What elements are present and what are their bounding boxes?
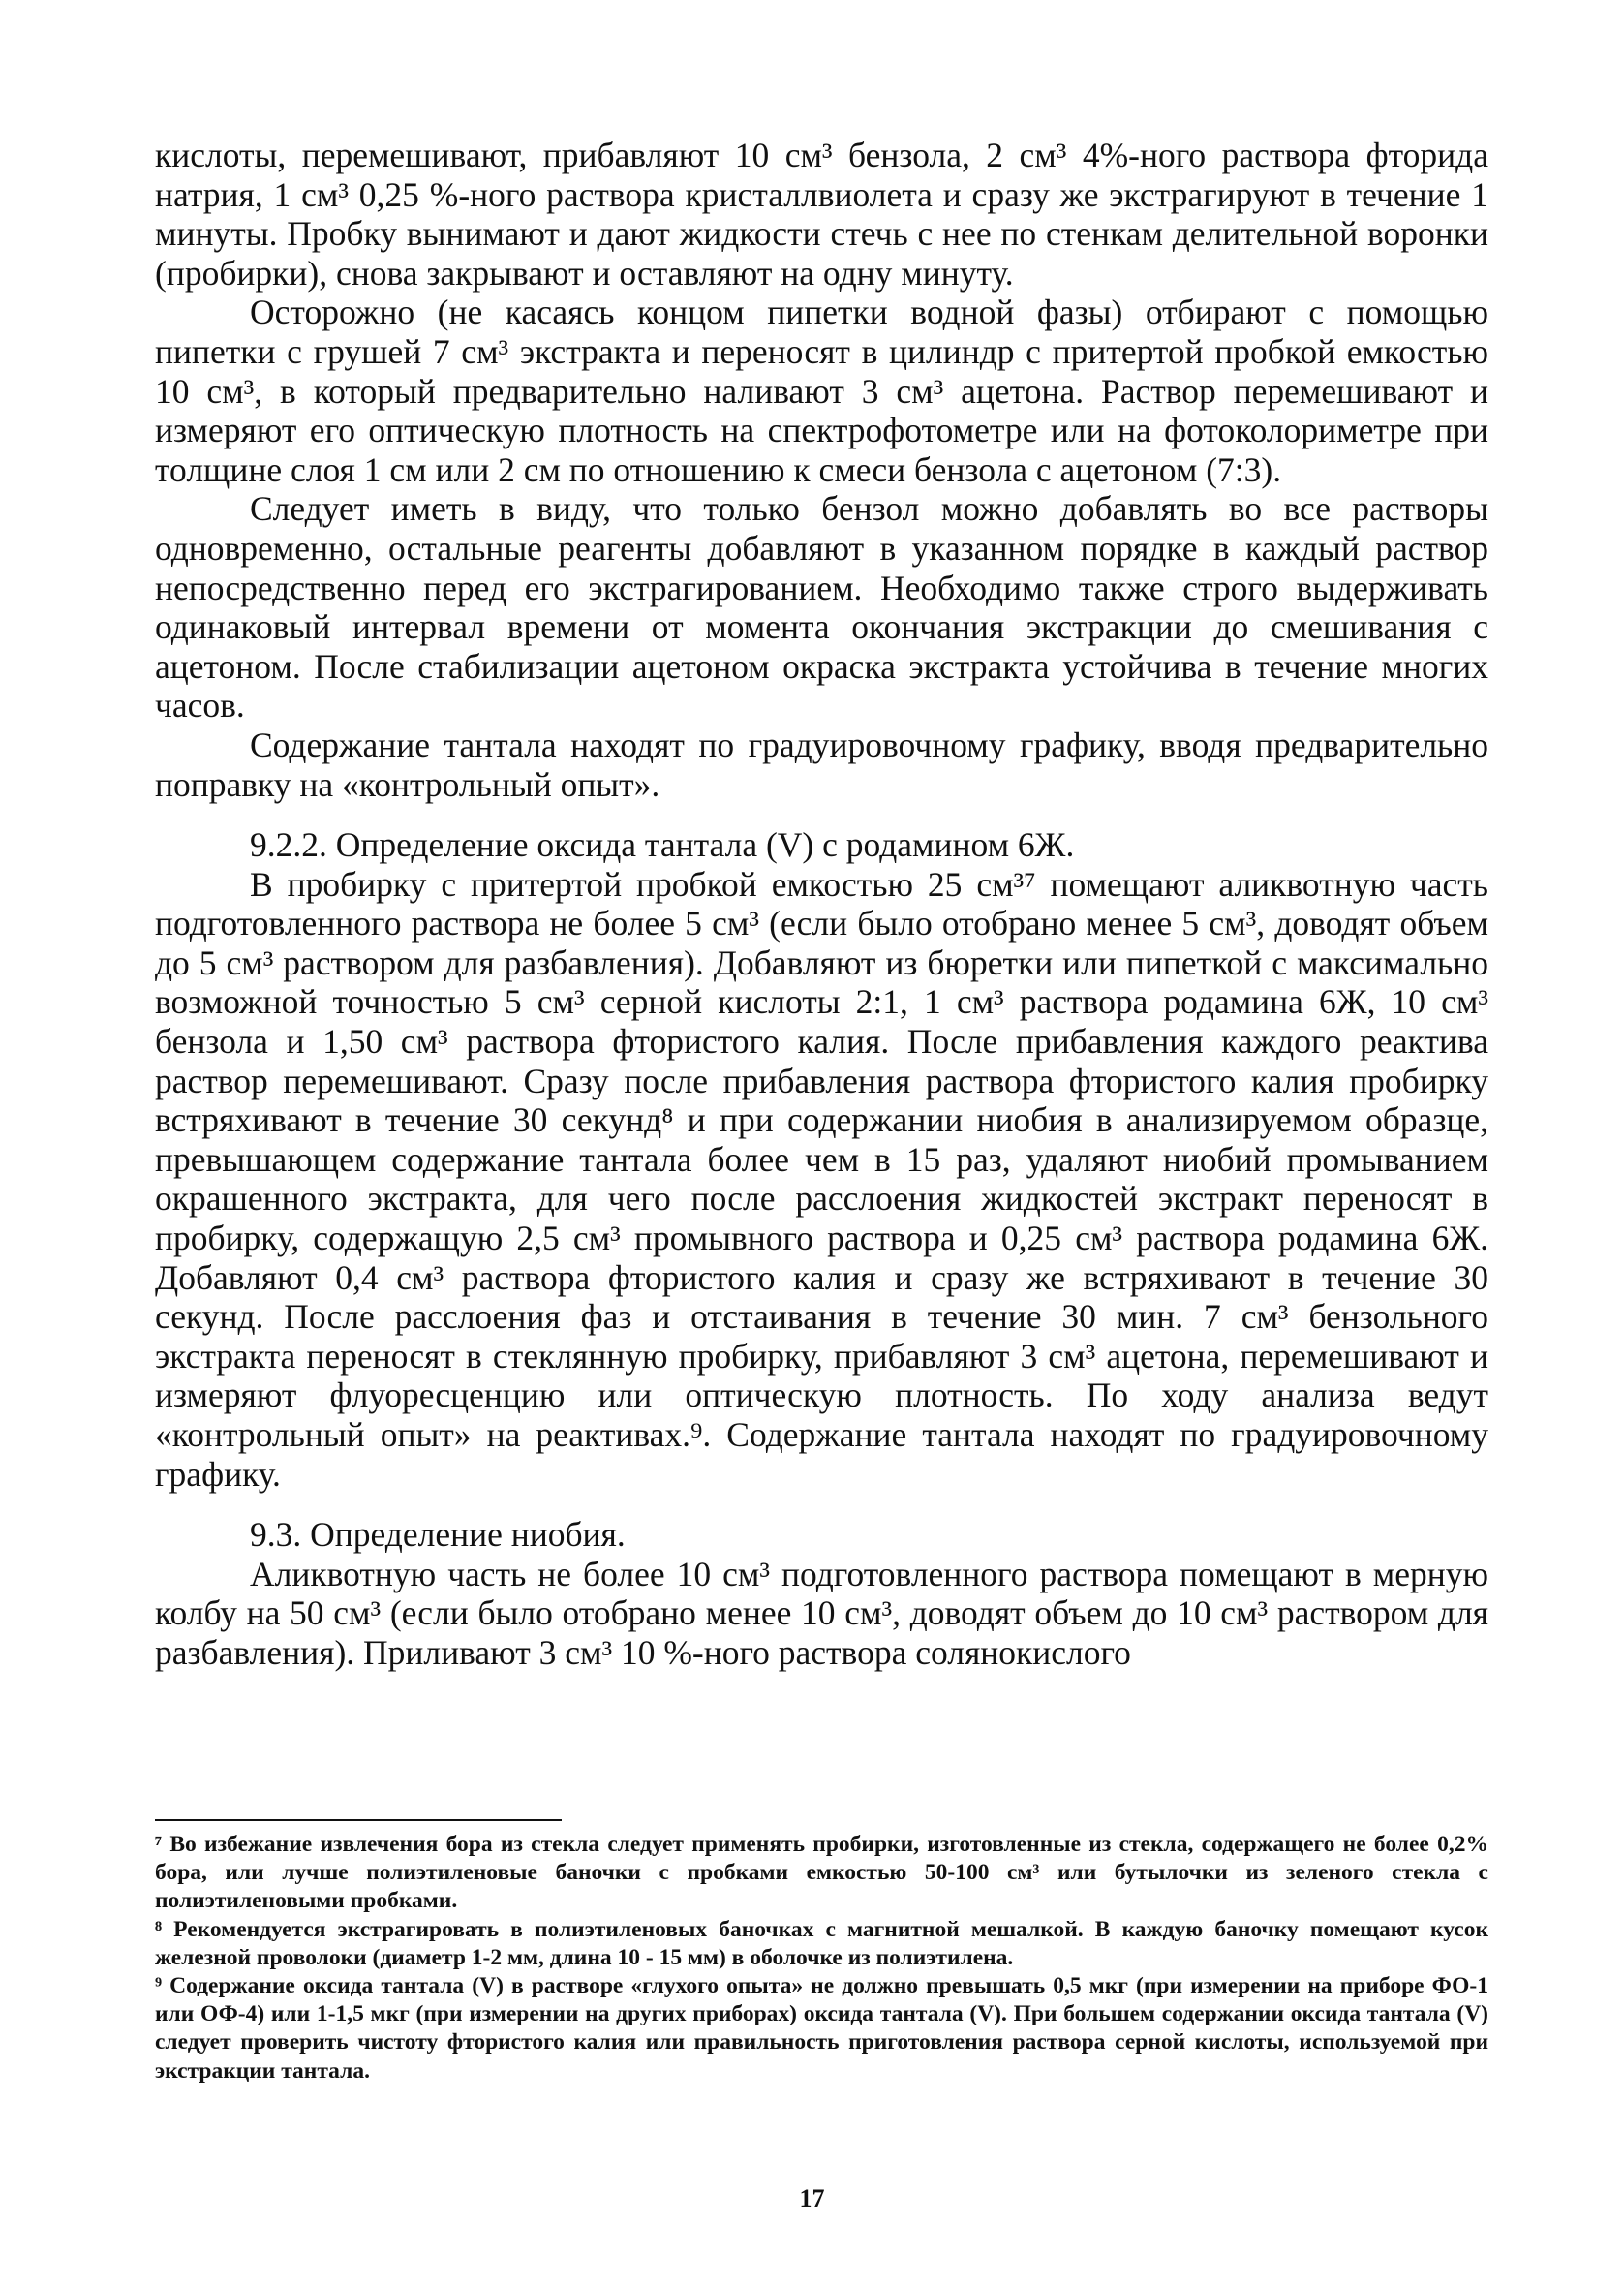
paragraph-tantalum-content: Содержание тантала находят по градуировочному графику, вводя предварительно поправку на «контрольный опыт».	[155, 725, 1488, 804]
footnote-8: ⁸ Рекомендуется экстрагировать в полиэтиленовых баночках с магнитной мешалкой. В каждую баночку помещают кусок железной проволоки (диаметр 1-2 мм, длина 10 - 15 мм) в оболочке из полиэтилена.	[155, 1916, 1488, 1970]
paragraph-reagent-order: Следует иметь в виду, что только бензол можно добавлять во все растворы одновременно, остальные реагенты добавляют в указанном порядке в каждый раствор непосредственно перед его экстрагированием. Необходимо также строго выдерживать одинаковый интервал времени от момента окончания экстракции до смешивания с ацетоном. После стабилизации ацетоном окраска экстракта устойчива в течение многих часов.	[155, 489, 1488, 726]
paragraph-rhodamine-procedure: В пробирку с притертой пробкой емкостью 25 см³⁷ помещают аликвотную часть подготовленного раствора не более 5 см³ (если было отобрано менее 5 см³, доводят объем до 5 см³ раствором для разбавления). Добавляют из бюретки или пипеткой с максимально возможной точностью 5 см³ серной кислоты 2:1, 1 см³ раствора родамина 6Ж, 10 см³ бензола и 1,50 см³ раствора фтористого калия. После прибавления каждого реактива раствор перемешивают. Сразу после прибавления раствора фтористого калия пробирку встряхивают в течение 30 секунд⁸ и при содержании ниобия в анализируемом образце, превышающем содержание тантала более чем в 15 раз, удаляют ниобий промыванием окрашенного экстракта, для чего после расслоения жидкостей экстракт переносят в пробирку, содержащую 2,5 см³ промывного раствора и 0,25 см³ раствора родамина 6Ж. Добавляют 0,4 см³ раствора фтористого калия и сразу же встряхивают в течение 30 секунд. После расслоения фаз и отстаивания в течение 30 мин. 7 см³ бензольного экстракта переносят в стеклянную пробирку, прибавляют 3 см³ ацетона, перемешивают и измеряют флуоресценцию или оптическую плотность. По ходу анализа ведут «контрольный опыт» на реактивах.⁹. Содержание тантала находят по градуировочному графику.	[155, 864, 1488, 1494]
section-heading-9-2-2: 9.2.2. Определение оксида тантала (V) с родамином 6Ж.	[250, 825, 1075, 865]
page-number: 17	[799, 2184, 825, 2212]
footnotes	[155, 1819, 1488, 2086]
footnote-divider	[155, 1819, 562, 1821]
body-text	[155, 136, 1488, 1673]
paragraph-niobium-aliquot: Аликвотную часть не более 10 см³ подготовленного раствора помещают в мерную колбу на 50 см³ (если было отобрано менее 10 см³, доводят объем до 10 см³ раствором для разбавления). Приливают 3 см³ 10 %-ного раствора солянокислого	[155, 1554, 1488, 1672]
footnote-9: ⁹ Содержание оксида тантала (V) в растворе «глухого опыта» не должно превышать 0,5 мкг (при измерении на приборе ФО-1 или ОФ-4) или 1-1,5 мкг (при измерении на других приборах) оксида тантала (V). При большем содержании оксида тантала (V) следует проверить чистоту фтористого калия или правильность приготовления раствора серной кислоты, используемой при экстракции тантала.	[155, 1973, 1488, 2084]
section-heading-9-3: 9.3. Определение ниобия.	[250, 1515, 626, 1555]
footnote-7: ⁷ Во избежание извлечения бора из стекла следует применять пробирки, изготовленные из стекла, содержащего не более 0,2% бора, или лучше полиэтиленовые баночки с пробками емкостью 50-100 см³ или бутылочки из зеленого стекла с полиэтиленовыми пробками.	[155, 1832, 1488, 1914]
paragraph-extract-transfer: Осторожно (не касаясь концом пипетки водной фазы) отбирают с помощью пипетки с грушей 7 см³ экстракта и переносят в цилиндр с притертой пробкой емкостью 10 см³, в который предварительно наливают 3 см³ ацетона. Раствор перемешивают и измеряют его оптическую плотность на спектрофотометре или на фотоколориметре при толщине слоя 1 см или 2 см по отношению к смеси бензола с ацетоном (7:3).	[155, 293, 1488, 489]
paragraph-continuation: кислоты, перемешивают, прибавляют 10 см³ бензола, 2 см³ 4%-ного раствора фторида натрия, 1 см³ 0,25 %-ного раствора кристаллвиолета и сразу же экстрагируют в течение 1 минуты. Пробку вынимают и дают жидкости стечь с нее по стенкам делительной воронки (пробирки), снова закрывают и оставляют на одну минуту.	[155, 136, 1488, 293]
